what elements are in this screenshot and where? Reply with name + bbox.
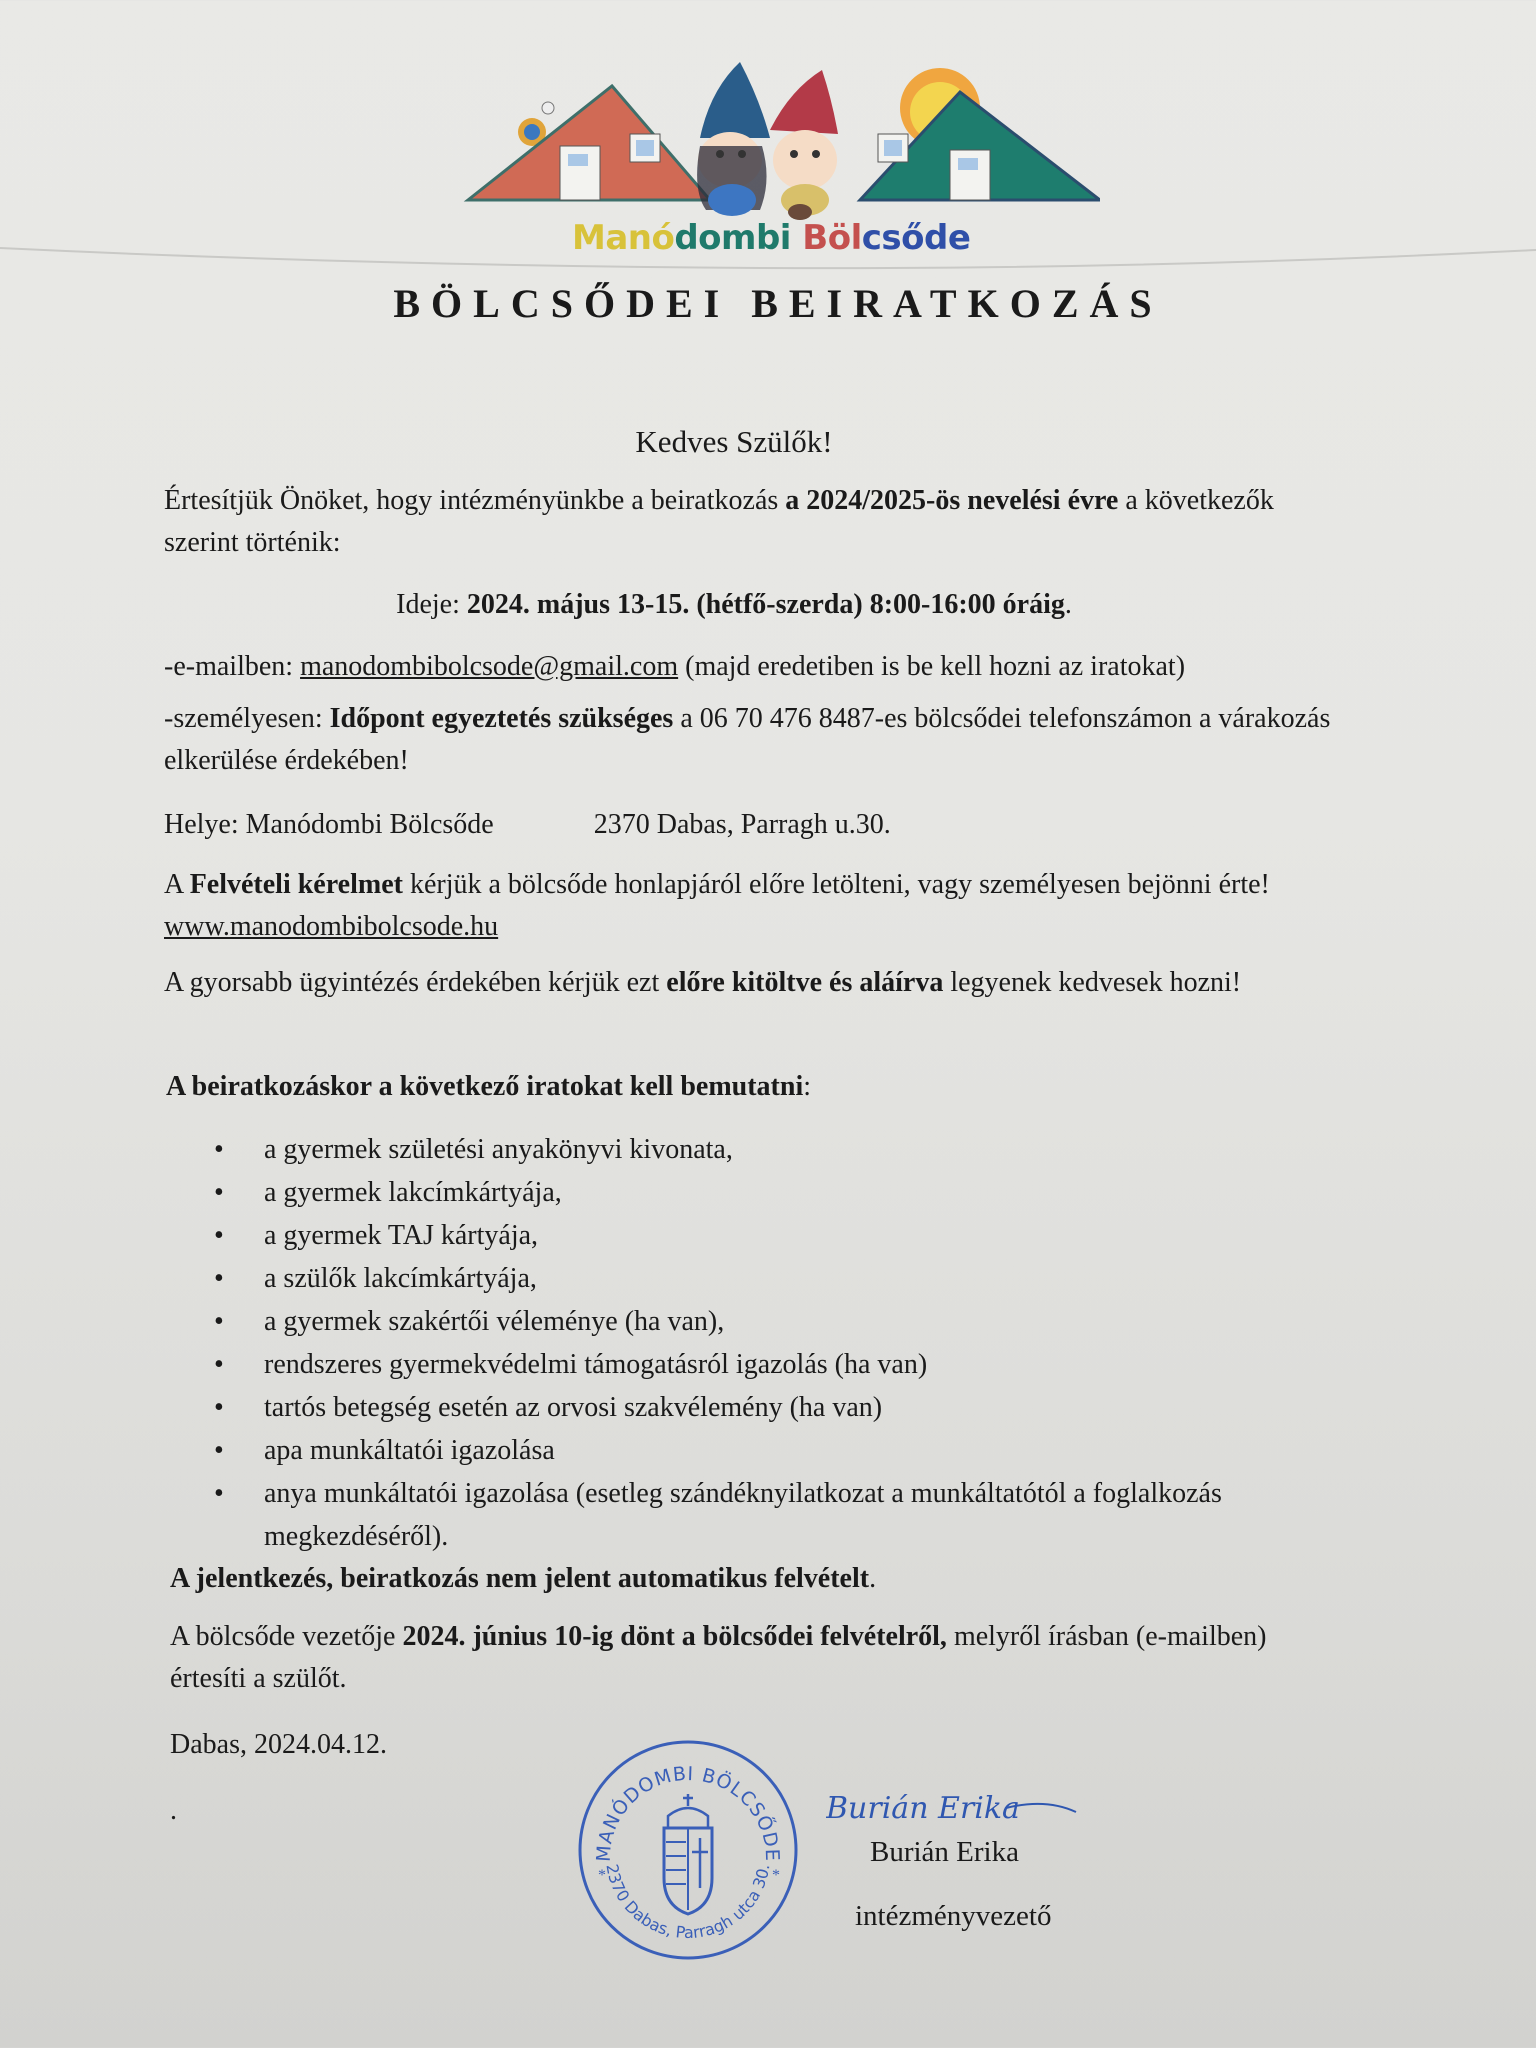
svg-text:MANÓDOMBI BÖLCSŐDE: MANÓDOMBI BÖLCSŐDE [592,1762,784,1863]
svg-text:*: * [598,1867,606,1884]
handwritten-signature [826,1778,1086,1838]
signatory-name: Burián Erika [870,1836,1019,1868]
enrollment-time: Ideje: 2024. május 13-15. (hétfő-szerda) 8:00-16:00 óráig. [396,589,1072,620]
decision-paragraph: A bölcsőde vezetője 2024. június 10-ig dönt a bölcsődei felvételről, melyről írásban (e-mailben) értesíti a szülőt. [170,1621,1267,1694]
documents-heading: A beiratkozáskor a következő iratokat kell bemutatni: [166,1071,812,1102]
svg-text:Burián Erika: Burián Erika [826,1791,1020,1826]
stray-dot: . [170,1795,177,1826]
location: Helye: Manódombi Bölcsőde 2370 Dabas, Parragh u.30. [164,809,891,840]
svg-text:*: * [772,1867,780,1884]
email-link[interactable]: manodombibolcsode@gmail.com [300,651,679,682]
website-link[interactable]: www.manodombibolcsode.hu [164,911,499,942]
list-item: • a szülők lakcímkártyája, [200,1257,1380,1300]
list-item: • a gyermek születési anyakönyvi kivonata, [200,1128,1380,1171]
official-stamp-icon [576,1738,800,1962]
no-automatic-admission-notice: A jelentkezés, beiratkozás nem jelent automatikus felvételt. [170,1563,877,1594]
email-instruction: -e-mailben: manodombibolcsode@gmail.com (majd eredetiben is be kell hozni az iratokat) [164,651,1186,682]
document-title: BÖLCSŐDEI BEIRATKOZÁS [393,281,1163,326]
prefill-paragraph: A gyorsabb ügyintézés érdekében kérjük ezt előre kitöltve és aláírva legyenek kedvesek hozni! [164,967,1242,998]
signatory-role: intézményvezető [855,1900,1052,1932]
intro-paragraph: Értesítjük Önöket, hogy intézményünkbe a beiratkozás a 2024/2025-ös nevelési évre a következők szerint történik: [164,485,1274,558]
list-item: • rendszeres gyermekvédelmi támogatásról igazolás (ha van) [200,1343,1380,1386]
list-item: • anya munkáltatói igazolása (esetleg szándéknyilatkozat a munkáltatótól a foglalkozás megkezdéséről). [200,1472,1380,1558]
in-person-instruction: -személyesen: Időpont egyeztetés szükséges a 06 70 476 8487-es bölcsődei telefonszámon a várakozás elkerülése érdekében! [164,703,1331,776]
required-documents-list [200,1128,1380,1558]
svg-text:2370 Dabas, Parragh utca 30.: 2370 Dabas, Parragh utca 30. [602,1862,774,1943]
place-and-date: Dabas, 2024.04.12. [170,1729,387,1760]
application-form-paragraph: A Felvételi kérelmet kérjük a bölcsőde honlapjáról előre letölteni, vagy személyesen bejönni érte! www.manodombibolcsode.hu [164,869,1270,942]
list-item: • tartós betegség esetén az orvosi szakvélemény (ha van) [200,1386,1380,1429]
list-item: • a gyermek szakértői véleménye (ha van), [200,1300,1380,1343]
greeting: Kedves Szülők! [635,424,833,459]
list-item: • a gyermek lakcímkártyája, [200,1171,1380,1214]
logo-wordmark: Manódombi Bölcsőde [572,218,971,258]
list-item: • apa munkáltatói igazolása [200,1429,1380,1472]
list-item: • a gyermek TAJ kártyája, [200,1214,1380,1257]
